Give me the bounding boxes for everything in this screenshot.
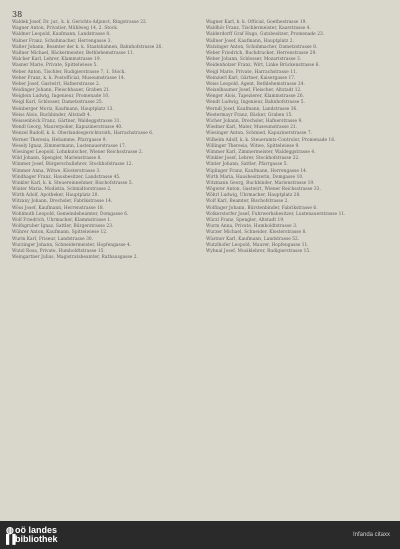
directory-entry: Wurzer Michael, Schneider, Klosterstrasse 8. bbox=[206, 230, 307, 236]
directory-entry: Wutzl Rosa, Private, Humboldtstrasse 15. bbox=[12, 248, 105, 254]
directory-entry: Weissenböck Franz, Gärtner, Waldeggstrasse 31. bbox=[12, 119, 121, 124]
directory-entry: Wirth Maria, Hausbesitzerin, Domgasse 10. bbox=[206, 174, 304, 180]
directory-entry: Wagner Anton, Privatier, Mühlweg 14, 2. Stock. bbox=[12, 26, 119, 32]
directory-entry: Weber Friedrich, Buchdrucker, Herrenstrasse 29. bbox=[206, 50, 317, 56]
directory-entry: Wimmer Josef, Bürgerschullehrer, Stockhofstrasse 12. bbox=[12, 162, 134, 168]
directory-entry: Waldek Josef, Dr. jur., k. k. Gerichts-Adjunct, Ringstrasse 22. bbox=[12, 20, 148, 25]
directory-entry: Wesely Ignaz, Zimmermann, Lustenauerstrasse 17. bbox=[12, 143, 127, 149]
directory-entry: Wurm Karl, Friseur, Landstrasse 30. bbox=[12, 236, 94, 242]
directory-entry: Wimmer Anna, Witwe, Klosterstrasse 3. bbox=[12, 168, 101, 174]
directory-entry: Wendl Georg, Maurerpolier, Kapuzinerstrasse 40. bbox=[12, 125, 123, 131]
directory-entry: Witzmann Georg, Buchbinder, Marienstrasse 19. bbox=[206, 180, 315, 186]
directory-entry: Wilhelm Adolf, k. k. Steueramts-Controlor, Promenade 16. bbox=[206, 137, 336, 143]
directory-entry: Winkler Karl, k. k. Steuereinnehmer, Bischofstrasse 5. bbox=[12, 180, 134, 186]
directory-entry: Walner Franz, Schuhmacher, Herrengasse 3. bbox=[12, 38, 112, 44]
directory-entry: Wagner Karl, k. k. Official, Goethestrasse 19. bbox=[206, 20, 307, 25]
directory-entry: Wolf Karl, Beamter, Bischofstrasse 2. bbox=[206, 199, 289, 205]
directory-entry: Weigl Marie, Private, Harrachstrasse 11. bbox=[206, 69, 298, 75]
directory-entry: Wallner Josef, Kaufmann, Hauptplatz 2. bbox=[206, 38, 294, 44]
directory-entry: Weinzierl Karl, Gärtner, Kaisergasse 17. bbox=[206, 75, 296, 81]
directory-entry: Weidenholzer Franz, Wirt, Linke Brückenstrasse 6. bbox=[206, 63, 320, 69]
directory-entry: Wöss Josef, Kaufmann, Herrenstrasse 18. bbox=[12, 205, 105, 211]
directory-entry: Weiss Leopold, Agent, Bethlehemstrasse 24. bbox=[206, 81, 305, 87]
directory-entry: Wild Johann, Spengler, Marienstrasse 8. bbox=[12, 156, 102, 162]
logo-line-2: bibliothek bbox=[15, 534, 58, 544]
page-number: 38 bbox=[12, 10, 23, 19]
directory-entry: Weiglein Ludwig, Ingenieur, Promenade 10. bbox=[12, 94, 110, 100]
directory-entry: Watzinger Anton, Schuhmacher, Dametzstrasse 8. bbox=[206, 44, 318, 50]
right-column bbox=[206, 20, 384, 255]
directory-entry: Waldner Leopold, Kaufmann, Landstrasse 8. bbox=[12, 32, 111, 38]
directory-entry: Wögerer Anton, Gastwirt, Wiener Reichsstrasse 33. bbox=[206, 187, 321, 193]
directory-entry: Westermayr Franz, Bäcker, Graben 15. bbox=[206, 112, 293, 118]
viewer-footer bbox=[0, 521, 400, 549]
directory-entry: Wyhnal Josef, Musiklehrer, Rudigierstrasse 15. bbox=[206, 248, 311, 254]
directory-entry: Wolfsgruber Ignaz, Sattler, Bürgerstrasse 23. bbox=[12, 224, 114, 230]
directory-entry: Willinger Theresia, Witwe, Spittelwiese 9. bbox=[206, 143, 300, 149]
directory-entry: Weidinger Johann, Fleischhauer, Graben 21. bbox=[12, 88, 111, 94]
directory-entry: Weber Anton, Tischler, Rudigierstrasse 7, 1. Stock. bbox=[12, 69, 126, 75]
directory-entry: Werner Theresia, Hebamme, Pfarrgasse 9. bbox=[12, 137, 107, 143]
directory-entry: Wührer Anton, Kaufmann, Spittelwiese 12. bbox=[12, 230, 108, 236]
directory-entry: Wasner Marie, Private, Spittelwiese 5. bbox=[12, 63, 98, 69]
directory-entry: Wiesinger Anton, Schmied, Kapuzinerstrasse 7. bbox=[206, 131, 313, 137]
directory-entry: Witzany Johann, Drechsler, Fabrikstrasse 14. bbox=[12, 199, 113, 205]
directory-entry: Weinberger Moriz, Kaufmann, Hauptplatz 13. bbox=[12, 106, 114, 112]
directory-entry: Waldhör Franz, Tischlermeister, Kaarstrasse 4. bbox=[206, 26, 311, 32]
directory-entry: Wolf Friedrich, Uhrmacher, Klammstrasse 1. bbox=[12, 218, 112, 223]
directory-entry: Wohlmuth Leopold, Gemeindebeamter, Domgasse 6. bbox=[12, 211, 129, 217]
directory-entry: Wolkerstorfer Josef, Fuhrwerksbesitzer, Lustenauerstrasse 11. bbox=[206, 211, 346, 217]
directory-entry: Wimmer Karl, Zimmermeister, Waldeggstrasse 4. bbox=[206, 149, 316, 155]
directory-entry: Würzl Franz, Spengler, Altstadt 19. bbox=[206, 218, 285, 223]
directory-entry: Wicher Johann, Drechsler, Hafnerstrasse 9. bbox=[206, 119, 303, 124]
directory-entry: Wiplinger Franz, Kaufmann, Herrengasse 14. bbox=[206, 168, 308, 174]
directory-entry: Weber Johann, Schlosser, Mozartstrasse 3. bbox=[206, 57, 302, 63]
directory-entry: Wurzinger Johann, Schneidermeister, Hopfengasse 4. bbox=[12, 242, 132, 248]
directory-entry: Wiedner Karl, Maler, Museumstrasse 21. bbox=[206, 125, 298, 131]
footer-caption: Infanda citaxx bbox=[352, 532, 390, 538]
directory-entry: Wallner Michael, Bäckermeister, Bethlehemstrasse 11. bbox=[12, 50, 135, 56]
logo-line-1: oö landes bbox=[15, 525, 58, 535]
directory-entry: Wurm Anna, Private, Humboldtstrasse 3. bbox=[206, 224, 298, 230]
directory-entry: Weber Josef, Gastwirt, Hafnerstrasse 2. bbox=[12, 81, 101, 87]
directory-entry: Weiss Alois, Buchbinder, Altstadt 4. bbox=[12, 112, 92, 118]
directory-entry: Windhager Franz, Hausbesitzer, Landstrasse 45. bbox=[12, 174, 121, 180]
directory-entry: Wöhrl Ludwig, Uhrmacher, Hauptplatz 28. bbox=[206, 193, 301, 199]
directory-entry: Winkler Josef, Lehrer, Stockhofstrasse 22. bbox=[206, 156, 300, 162]
directory-entry: Weixelbaumer Josef, Fleischer, Altstadt 12. bbox=[206, 88, 302, 94]
directory-entry: Wenger Alois, Tapezierer, Klammstrasse 26. bbox=[206, 94, 305, 100]
left-column bbox=[12, 20, 190, 261]
directory-entry: Wolfinger Johann, Bürstenbinder, Fabrikstrasse 6. bbox=[206, 205, 318, 211]
directory-entry: Weber Franz, k. k. Postofficial, Museumstrasse 14. bbox=[12, 75, 126, 81]
directory-entry: Weigl Karl, Schlosser, Dametzstrasse 25. bbox=[12, 100, 104, 106]
directory-entry: Wutzlhofer Leopold, Maurer, Hopfengasse 11. bbox=[206, 242, 309, 248]
directory-entry: Wirth Adolf, Apotheker, Hauptplatz 20. bbox=[12, 193, 99, 199]
directory-entry: Walcher Karl, Lehrer, Klammstrasse 19. bbox=[12, 57, 102, 63]
logo-mark-icon: ◍ bbox=[6, 525, 14, 535]
directory-entry: Wendt Ludwig, Ingenieur, Bahnhofstrasse 5. bbox=[206, 100, 305, 106]
directory-entry: Winter Maria, Modistin, Schmidtorstrasse 2. bbox=[12, 187, 112, 193]
directory-entry: Wiesinger Leopold, Lohnkutscher, Wiener Reichsstrasse 2. bbox=[12, 149, 144, 155]
directory-entry: Winter Johann, Sattler, Pfarrgasse 5. bbox=[206, 162, 288, 168]
directory-entry: Wenzel Rudolf, k. k. Oberlandesgerichtsrath, Harrachstrasse 6. bbox=[12, 131, 154, 137]
directory-entry: Walter Johann, Beamter der k. k. Staatsbahnen, Bahnhofstrasse 26. bbox=[12, 44, 163, 50]
directory-entry: Wüstner Karl, Kaufmann, Landstrasse 52. bbox=[206, 236, 300, 242]
directory-entry: Weingartner Julius, Magistratsbeamter, Rathausgasse 2. bbox=[12, 255, 138, 261]
directory-entry: Walderdorff Graf Hugo, Gutsbesitzer, Promenade 23. bbox=[206, 32, 325, 38]
directory-entry: Werndl Josef, Kaufmann, Landstrasse 36. bbox=[206, 106, 298, 112]
logo-bars-icon: ▌▌ bbox=[6, 534, 19, 544]
library-logo bbox=[6, 526, 58, 544]
